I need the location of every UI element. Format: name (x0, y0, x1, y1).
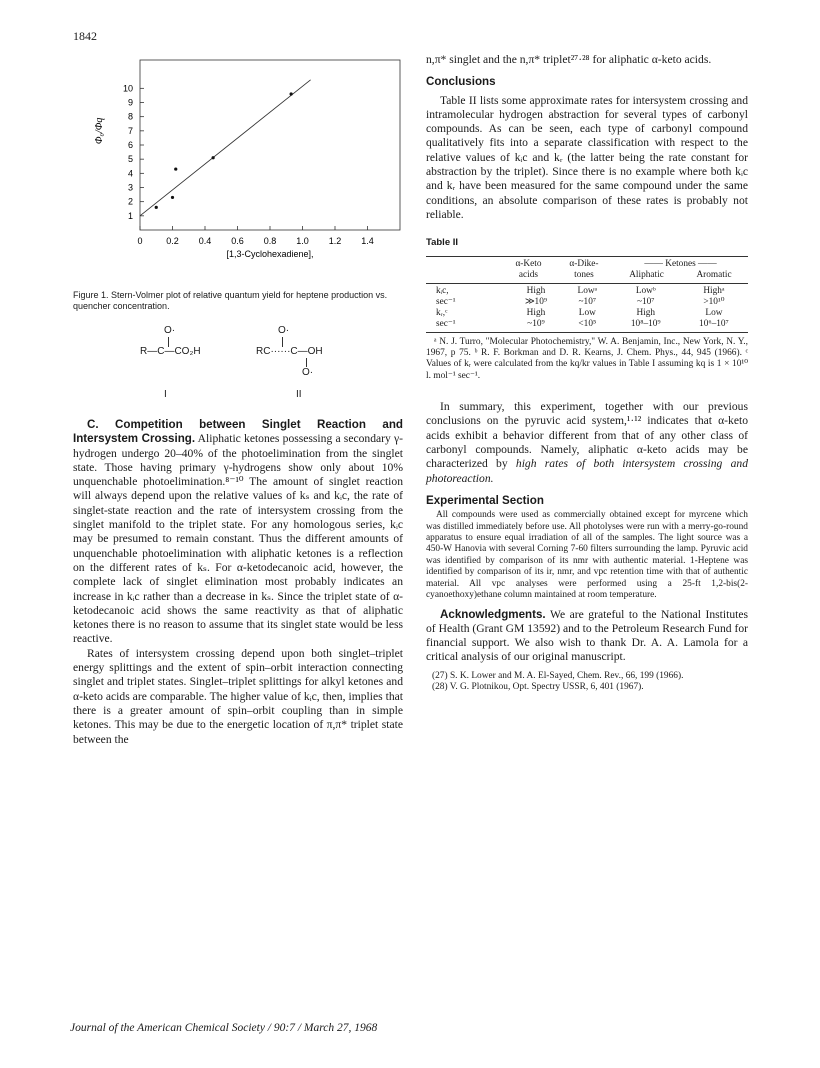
acknowledgments-heading: Acknowledgments. (440, 607, 546, 621)
section-c-paragraph-2: Rates of intersystem crossing depend upon both singlet–triplet energy splittings and the extent of spin–orbit interaction connecting singlet and triplet states. Singlet–triplet splittings for alkyl ketones and α-keto acids are comparable. The higher value of kᵢc, then, implies that there is a greater amount of spin–orbit coupling than in simple ketones. This may be due to the energetic location of π,π* triplet state between the (73, 646, 403, 746)
structure-I-formula: R—C—CO₂H (140, 346, 201, 357)
section-c-paragraph-1: Aliphatic ketones possessing a secondary γ-hydrogen undergo 20–40% of the photoelimination from the singlet state. Those having primary γ-hydrogens show only about 10% unquenchable photoelimination.⁸⁻¹⁰ The amount of singlet reaction will always depend upon the relative values of kₛ and kᵢc, the rate of singlet-state reaction and the rate of intersystem crossing from the singlet manifold to the triplet state. For any homologous series, kᵢc may be presumed to remain constant. Thus the different amounts of unquenchable photoelimination with aliphatic ketones is a reflection on the different rates of kₛ. For α-ketodecanoic acid, however, the complete lack of singlet elimination most probably indicates an increase in kᵢc rather than a decrease in kₛ. Since the triplet state of α-ketodecanoic acid shows the same reactivity as that of aliphatic ketones there is no reason to assume that its singlet state would be less reactive. (73, 432, 404, 646)
y-tick-label: 10 (122, 83, 133, 94)
table-cell: High (636, 307, 656, 318)
x-tick-label: 0.4 (198, 236, 212, 246)
x-axis-label: [1,3-Cyclohexadiene], (226, 249, 314, 259)
table-header-cell: tones (574, 269, 594, 280)
y-tick-label: 2 (127, 196, 133, 207)
table-header-cell: α-Dike- (569, 258, 599, 269)
journal-footer: Journal of the American Chemical Society / 90:7 / March 27, 1968 (70, 1022, 378, 1034)
experimental-heading: Experimental Section (426, 493, 544, 507)
fit-line (140, 80, 311, 216)
table-cell: ~10⁷ (578, 296, 597, 307)
table-cell: High (526, 307, 546, 318)
reference-28: (28) V. G. Plotnikou, Opt. Spectry USSR, 6, 401 (1967). (432, 682, 644, 693)
y-tick-label: 8 (127, 111, 133, 122)
continued-text: n,π* singlet and the n,π* triplet²⁷·²⁸ for aliphatic α-keto acids. (426, 53, 712, 66)
y-axis-label: Φ₀/Φq (94, 117, 105, 145)
y-tick-label: 6 (127, 140, 133, 150)
table-cell: sec⁻¹ (436, 296, 456, 307)
stern-volmer-plot (85, 55, 405, 285)
data-point (212, 156, 215, 159)
x-tick-label: 0.8 (263, 236, 277, 246)
x-tick-label: 0.6 (231, 236, 244, 246)
table-cell: High (526, 285, 546, 296)
table-cell: Lowᵇ (635, 285, 656, 296)
acknowledgments-paragraph (426, 608, 748, 665)
table-cell: Lowᵃ (577, 285, 598, 296)
table-header-cell (426, 270, 502, 281)
figure-caption: Figure 1. Stern-Volmer plot of relative quantum yield for heptene production vs. quencher concentration. (73, 290, 388, 311)
y-tick-label: 9 (127, 97, 133, 108)
table-ii (426, 256, 748, 333)
table-cell: ~10⁹ (527, 318, 545, 329)
table-footnote: ᵃ N. J. Turro, "Molecular Photochemistry," W. A. Benjamin, Inc., New York, N. Y., 1967, p 75. ᵇ R. F. Borkman and D. R. Kearns, J. Chem. Phys., 44, 945 (1966). ᶜ Values of kᵣ were calculated from the kq/kr values in Table I assuming kq is 1 × 10¹⁰ l. mol⁻¹ sec⁻¹. (426, 336, 748, 381)
table-cell: ~10⁷ (636, 296, 655, 307)
data-point (171, 196, 174, 199)
data-point (290, 92, 293, 95)
x-tick-label: 1.4 (361, 236, 374, 246)
structure-II (256, 325, 366, 405)
data-point (155, 206, 158, 209)
summary-paragraph (426, 400, 748, 486)
plot-frame (140, 60, 400, 230)
table-cell: ≫10⁹ (524, 296, 548, 307)
right-column (426, 53, 748, 694)
acknowledgments-text: We are grateful to the National Institutes of Health (Grant GM 13592) and to the Petroleum Research Fund for financial support. We also wish to thank Dr. A. A. Lamola for a critical analysis of our original manuscript. (426, 607, 748, 664)
y-tick-label: 7 (127, 125, 133, 136)
structure-I-radical-o: O· (164, 325, 176, 336)
x-tick-label: 0.2 (166, 236, 179, 246)
structure-II-bottom-o: O· (302, 367, 314, 378)
summary-text: In summary, this experiment, together with our previous conclusions on the pyruvic acid system,¹·¹² indicates that α-keto acids exhibit a behavior different from that of any other class of carbonyl compounds. Namely, aliphatic α-keto acids may be characterized by (426, 400, 748, 471)
table-header-cell (426, 259, 502, 270)
table-title: Table II (426, 237, 459, 249)
table-row (426, 319, 748, 330)
x-tick-label: 0 (137, 236, 143, 246)
left-column (73, 418, 403, 747)
x-tick-label: 1.2 (328, 236, 342, 246)
table-header-cell: acids (518, 269, 539, 280)
structure-I-label: I (164, 389, 167, 400)
table-header-cell: Aromatic (696, 269, 732, 280)
conclusions-paragraph: Table II lists some approximate rates for intersystem crossing and intramolecular hydrogen abstraction for several types of carbonyl compounds. As can be seen, each type of carbonyl compound qualitatively fits into a separate classification with respect to the relative values of kᵢc and kᵣ (the latter being the rate constant for abstraction by the triplet). Since there is no example where both kᵢc and kᵣ have been measured for the same compound under the same conditions, an absolute comparison of these rates is probably not reliable. (426, 93, 748, 221)
summary-emphasis: high rates of both intersystem crossing and photoreaction. (426, 457, 748, 485)
table-cell: 10⁶–10⁷ (699, 318, 729, 329)
reference-27: (27) S. K. Lower and M. A. El-Sayed, Chem. Rev., 66, 199 (1966). (432, 670, 684, 681)
table-row (426, 297, 748, 308)
experimental-paragraph: All compounds were used as commercially obtained except for myrcene which was distilled immediately before use. All photolyses were run with a merry-go-round apparatus to ensure equal irradiation of all of the samples. The light source was a 450-W Hanovia with several Corning 7-60 filters surrounding the lamp. Pyruvic acid was identified by comparison of its nmr with authentic material. 1-Heptene was identified by comparison of its ir, nmr, and vpc retention time with that of authentic material. All vpc analyses were performed using a 25-ft 1,2-bis(2-cyanoethoxy)ethane column maintained at room temperature. (426, 510, 748, 601)
structure-II-top-o: O· (278, 325, 290, 336)
table-cell: Low (578, 307, 596, 318)
table-row (426, 308, 748, 319)
table-header-cell: Aliphatic (629, 269, 664, 280)
table-cell: <10⁵ (578, 318, 597, 329)
x-tick-label: 1.0 (296, 236, 309, 246)
y-tick-label: 3 (127, 182, 133, 193)
table-cell: kᵢc, (436, 285, 449, 296)
table-cell: 10⁸–10⁹ (630, 318, 661, 329)
table-header-cell: α-Keto (515, 258, 542, 269)
y-tick-label: 5 (127, 154, 133, 165)
table-row (426, 286, 748, 297)
structure-I (140, 325, 240, 405)
structure-II-label: II (296, 389, 302, 400)
table-cell: kᵣ,ᶜ (436, 307, 448, 318)
y-tick-label: 1 (127, 210, 133, 221)
table-cell: >10¹⁰ (703, 296, 725, 307)
table-cell: Highᵃ (703, 285, 725, 296)
structure-II-formula: RC······C—OH (256, 346, 323, 357)
y-tick-label: 4 (127, 168, 133, 179)
table-cell: sec⁻¹ (436, 318, 456, 329)
page-number: 1842 (73, 29, 97, 43)
table-header-cell: —— Ketones —— (644, 258, 717, 269)
table-cell: Low (705, 307, 723, 318)
conclusions-heading: Conclusions (426, 75, 496, 89)
section-c-heading: C. Competition between Singlet Reaction and Intersystem Crossing. (73, 418, 403, 446)
data-point (174, 167, 177, 170)
